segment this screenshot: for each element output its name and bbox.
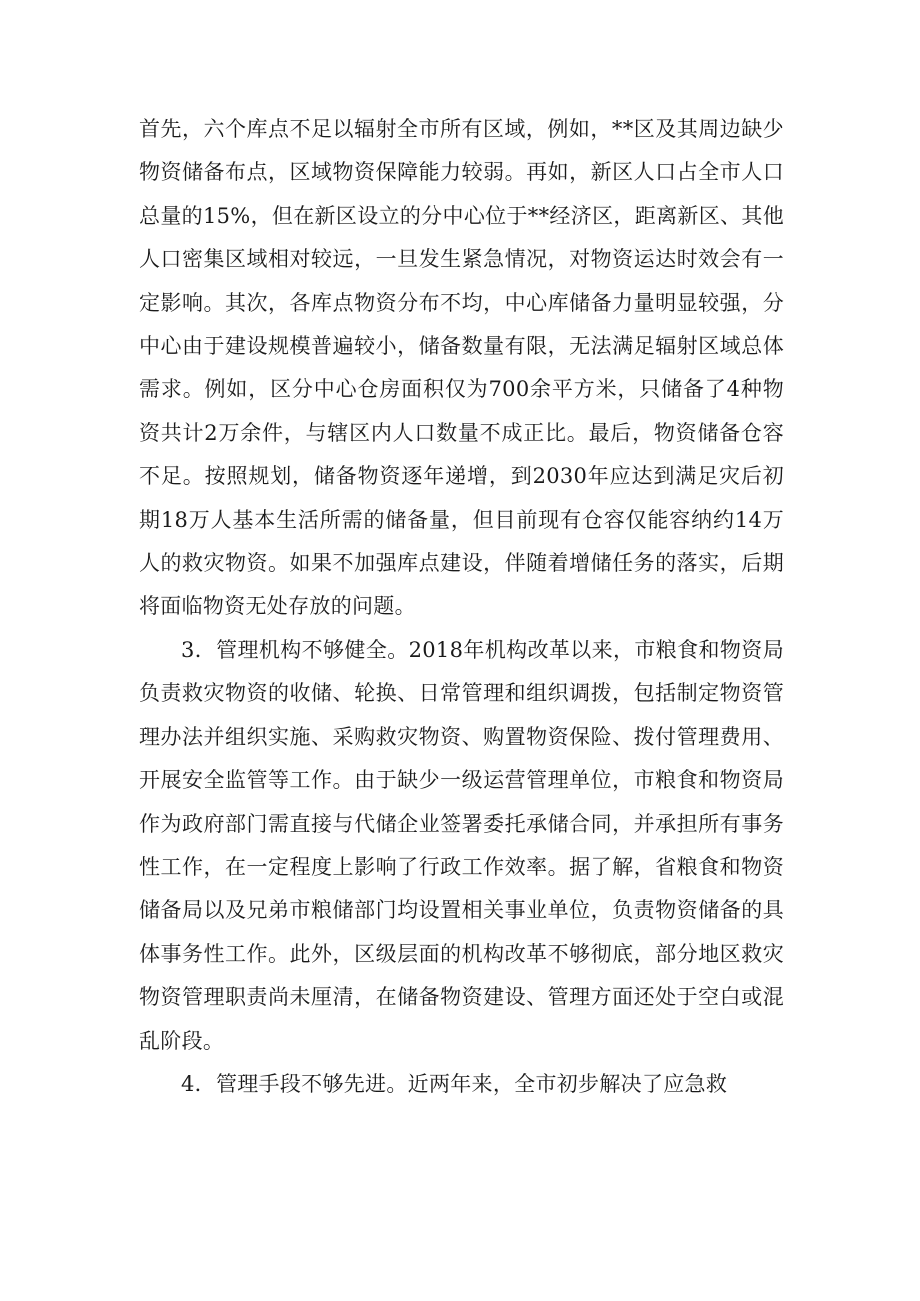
document-body <box>139 108 784 1106</box>
paragraph-management-institutions: 3．管理机构不够健全。2018年机构改革以来，市粮食和物资局负责救灾物资的收储、轮换、日常管理和组织调拨，包括制定物资管理办法并组织实施、采购救灾物资、购置物资保险、拨付管理费用、开展安全监管等工作。由于缺少一级运营管理单位，市粮食和物资局作为政府部门需直接与代储企业签署委托承储合同，并承担所有事务性工作，在一定程度上影响了行政工作效率。据了解，省粮食和物资储备局以及兄弟市粮储部门均设置相关事业单位，负责物资储备的具体事务性工作。此外，区级层面的机构改革不够彻底，部分地区救灾物资管理职责尚未厘清，在储备物资建设、管理方面还处于空白或混乱阶段。 <box>139 637 784 1053</box>
paragraph-management-methods: 4．管理手段不够先进。近两年来，全市初步解决了应急救 <box>181 1071 728 1096</box>
paragraph-storage-distribution: 首先，六个库点不足以辐射全市所有区域，例如，**区及其周边缺少物资储备布点，区域物资保障能力较弱。再如，新区人口占全市人口总量的15%，但在新区设立的分中心位于**经济区，距离新区、其他人口密集区域相对较远，一旦发生紧急情况，对物资运达时效会有一定影响。其次，各库点物资分布不均，中心库储备力量明显较强，分中心由于建设规模普遍较小，储备数量有限，无法满足辐射区域总体需求。例如，区分中心仓房面积仅为700余平方米，只储备了4种物资共计2万余件，与辖区内人口数量不成正比。最后，物资储备仓容不足。按照规划，储备物资逐年递增，到2030年应达到满足灾后初期18万人基本生活所需的储备量，但目前现有仓容仅能容纳约14万人的救灾物资。如果不加强库点建设，伴随着增储任务的落实，后期将面临物资无处存放的问题。 <box>139 117 784 619</box>
